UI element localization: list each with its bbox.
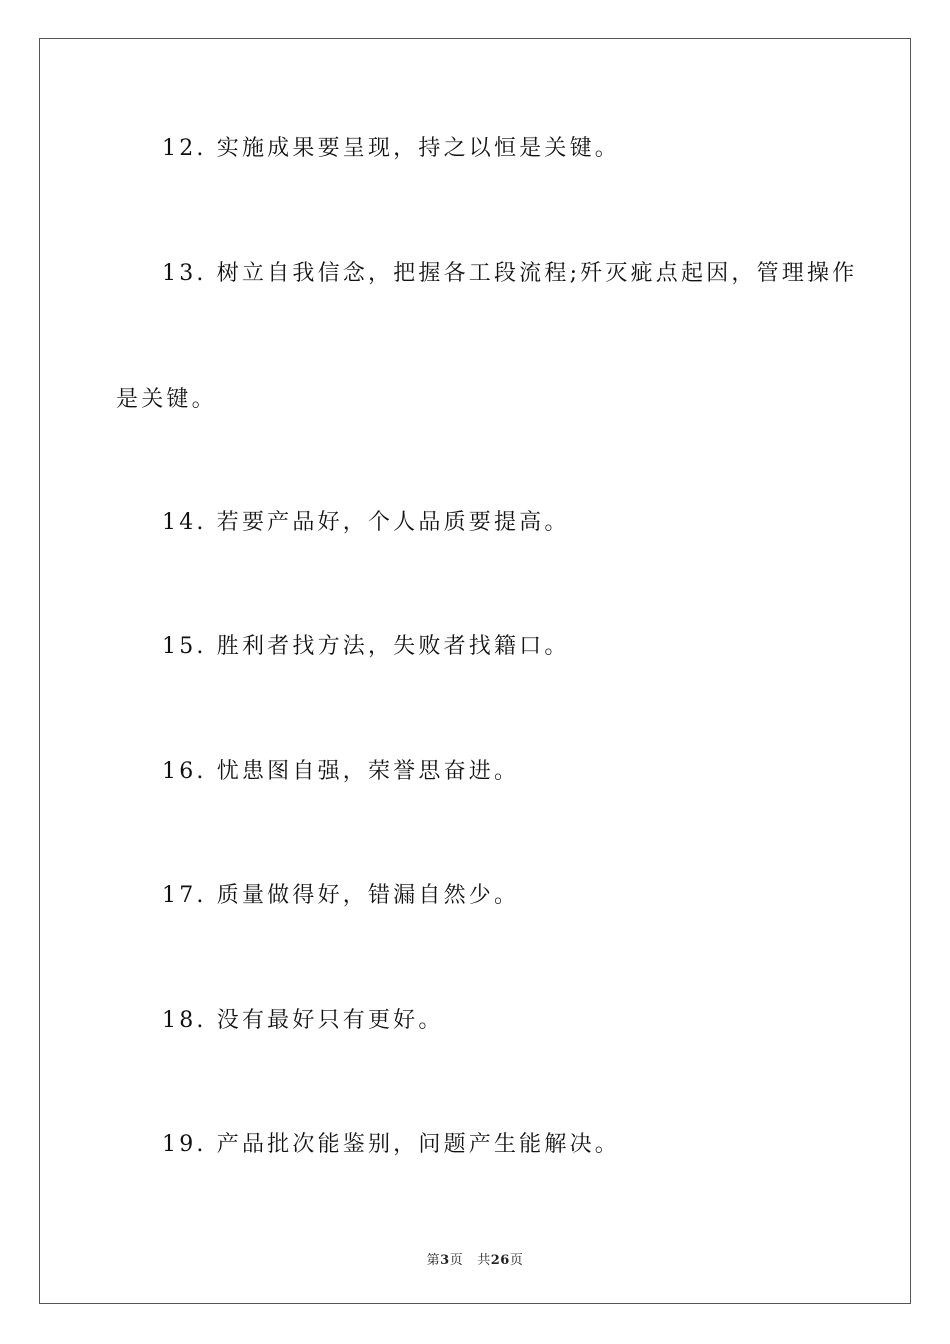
text-line-16: 16. 忧患图自强，荣誉思奋进。 [162,759,520,784]
text-line-15: 15. 胜利者找方法，失败者找籍口。 [162,634,570,659]
footer-page-suffix: 页 [449,1253,464,1268]
footer-page-number: 3 [440,1253,450,1268]
footer-total-prefix: 共 [477,1253,491,1268]
text-line-13: 13. 树立自我信念，把握各工段流程;歼灭疵点起因，管理操作 [162,261,858,286]
footer-total-pages: 26 [490,1253,510,1268]
text-line-18: 18. 没有最好只有更好。 [162,1008,444,1033]
text-line-12: 12. 实施成果要呈现，持之以恒是关键。 [162,136,620,161]
footer-page-prefix: 第 [426,1253,441,1268]
text-line-14: 14. 若要产品好，个人品质要提高。 [162,510,570,535]
page-border [39,38,911,1304]
text-line-19: 19. 产品批次能鉴别，问题产生能解决。 [162,1132,620,1157]
text-line-17: 17. 质量做得好，错漏自然少。 [162,883,520,908]
footer-total-suffix: 页 [509,1253,524,1268]
text-line-13-continued: 是关键。 [116,387,217,412]
page-footer [0,1249,950,1268]
